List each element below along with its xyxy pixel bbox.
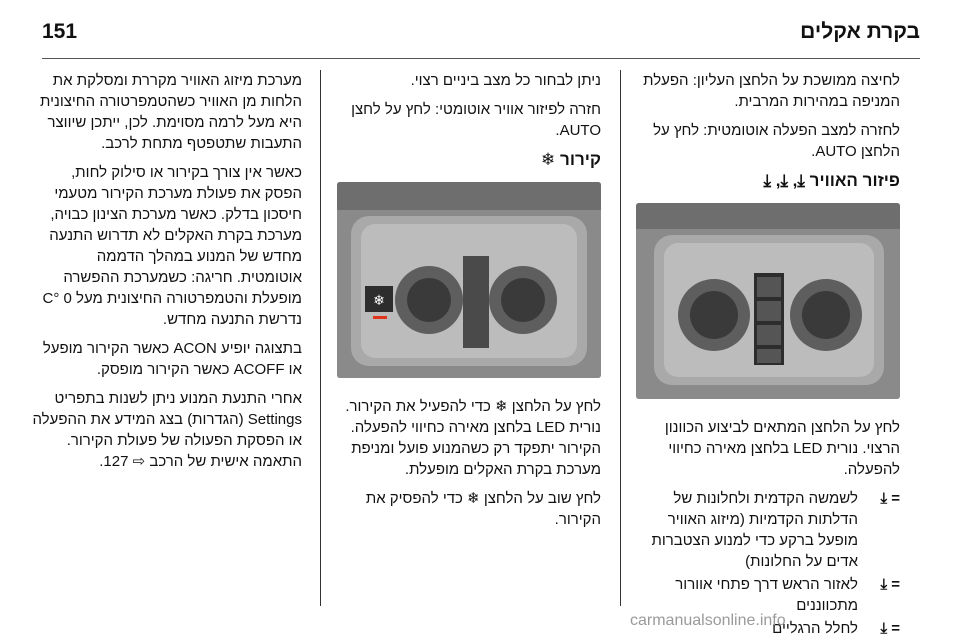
watermark: carmanualsonline.info <box>630 612 786 629</box>
list-item <box>636 574 900 616</box>
climate-panel-illustration <box>636 203 900 399</box>
paragraph: מערכת מיזוג האוויר מקררת ומסלקת את הלחות מן האוויר כשהטמפרטורה החיצונית היא מעל לרמה מסוימת. לכן, ייתכן שיווצר התעבות שתטפטף מתחת לרכב. <box>40 72 302 152</box>
paragraph: חזרה לפיזור אוויר אוטומטי: לחץ על לחצן AUTO. <box>351 101 601 139</box>
head-area-icon: ⤓ = <box>880 576 900 593</box>
windscreen-icon: ⤓ = <box>880 490 900 507</box>
section-title-air-distribution <box>636 170 900 191</box>
page-header <box>42 20 920 46</box>
section-title-cooling <box>336 149 601 170</box>
list-item-text: לחלל הרגליים <box>772 620 858 637</box>
climate-panel-photo <box>636 203 900 399</box>
footwell-icon: ⤓ = <box>880 620 900 637</box>
paragraph: אחרי התנעת המנוע ניתן לשנות בתפריט Settings (הגדרות) בצג המידע את ההפעלה או הפסקת הפעולה של פעולת הקירור. התאמה אישית של הרכב ⇨ 127. <box>32 390 302 470</box>
header-divider <box>42 58 920 59</box>
climate-panel-illustration <box>337 182 601 378</box>
list-item-text: לאזור הראש דרך פתחי אוורור מתכווננים <box>675 576 858 614</box>
paragraph: לחץ על הלחצן המתאים לביצוע הכוונון הרצוי. נורית LED בלחצן מאירה כחיווי להפעלה. <box>664 419 900 478</box>
list-item <box>636 488 900 572</box>
middle-column <box>336 70 601 538</box>
section-title-text: פיזור האוויר <box>809 171 900 190</box>
climate-panel-photo-cooling <box>337 182 601 378</box>
snowflake-icon: ❄ <box>541 150 556 169</box>
svg-text:❄: ❄ <box>373 293 385 309</box>
air-distribution-icons: ⤓, ⤓, ⤓ <box>763 171 805 190</box>
paragraph: כאשר אין צורך בקירור או סילוק לחות, הפסק את פעולת מערכת הקירור מטעמי חיסכון בדלק. כאשר מערכת הצינון כבויה, מערכת בקרת האקלים לא תדרוש התנעה מחדש של המנוע במהלך הדממה אוטומטית. חריגה: כשמערכת ההפשרה מופעלת והטמפרטורה החיצונית מעל 0 °C נדרשת התנעה מחדש. <box>42 164 302 328</box>
column-divider-right <box>620 70 621 606</box>
list-item-text: לשמשה הקדמית ולחלונות של הדלתות הקדמיות (מיזוג האוויר מופעל ברקע כדי למנוע הצטברות אדים על החלונות) <box>651 490 858 570</box>
paragraph: ניתן לבחור כל מצב ביניים רצוי. <box>410 72 601 89</box>
column-divider-left <box>320 70 321 606</box>
paragraph: לחץ על הלחצן ❄ כדי להפעיל את הקירור. נורית LED בלחצן מאירה כחיווי להפעלה. הקירור יתפקד רק כשהמנוע פועל ומניפת מערכת בקרת האקלים מופעלת. <box>345 398 601 478</box>
paragraph: לחיצה ממושכת על הלחצן העליון: הפעלת המניפה במהירות המרבית. <box>643 72 900 110</box>
paragraph: בתצוגה יופיע ACON כאשר הקירור מופעל או ACOFF כאשר הקירור מופסק. <box>42 340 302 378</box>
paragraph: לחץ שוב על הלחצן ❄ כדי להפסיק את הקירור. <box>365 490 601 528</box>
paragraph: לחזרה למצב הפעלה אוטומטית: לחץ על הלחצן AUTO. <box>653 122 900 160</box>
right-column <box>636 70 900 641</box>
page-title: בקרת אקלים <box>800 20 920 43</box>
left-column <box>32 70 302 480</box>
section-title-text: קירור <box>560 150 601 169</box>
page-number: 151 <box>42 20 78 43</box>
